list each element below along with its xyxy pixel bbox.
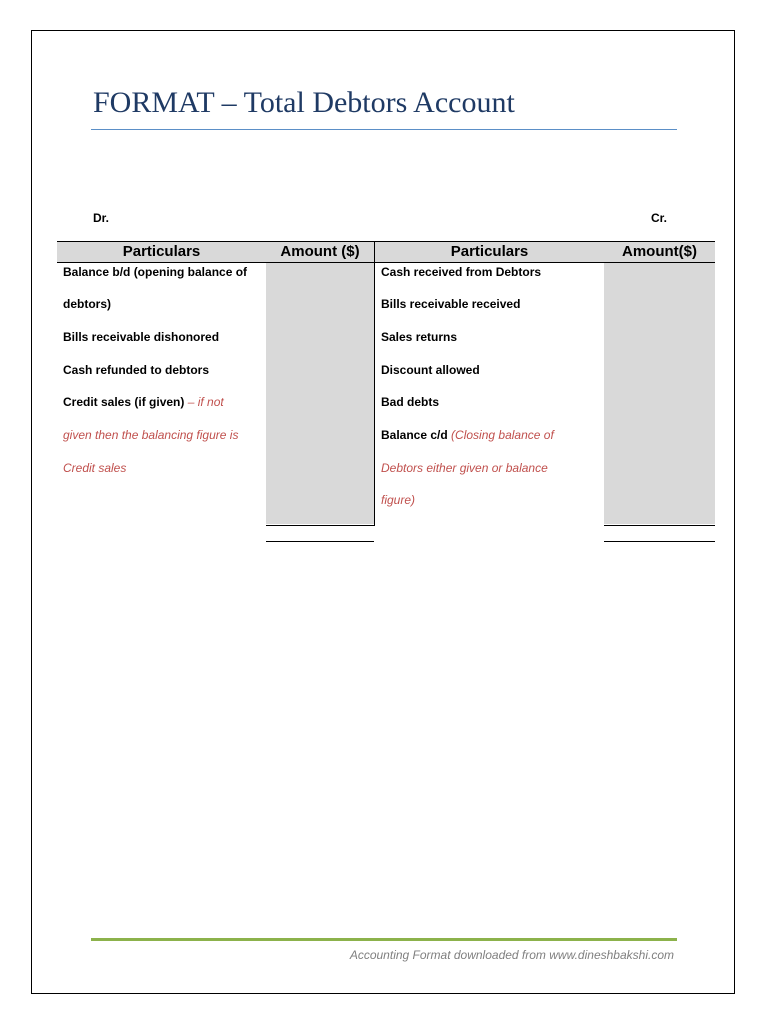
right-row-sales-returns: Sales returns	[381, 330, 458, 344]
left-note-line-2: given then the balancing figure is	[63, 428, 239, 442]
footer-text: Accounting Format downloaded from www.dineshbakshi.com	[349, 948, 674, 962]
left-amount-column	[266, 263, 374, 524]
left-total-bottom-line	[266, 541, 374, 542]
credit-label: Cr.	[651, 211, 668, 225]
left-row-cash-refunded: Cash refunded to debtors	[63, 363, 210, 377]
right-row-balance-cd	[381, 427, 554, 443]
balance-cd-label: Balance c/d	[381, 428, 448, 442]
document-title: FORMAT – Total Debtors Account	[93, 86, 515, 119]
header-right-particulars: Particulars	[450, 243, 529, 260]
left-row-credit-sales	[63, 394, 224, 410]
left-total-top-line	[266, 525, 374, 526]
left-row-bills-dishonored: Bills receivable dishonored	[63, 330, 220, 344]
right-row-bills-received: Bills receivable received	[381, 297, 521, 311]
right-row-cash-received: Cash received from Debtors	[381, 265, 542, 279]
header-left-particulars: Particulars	[122, 243, 201, 260]
header-right-amount: Amount($)	[622, 243, 697, 260]
right-amount-column	[604, 263, 715, 524]
credit-sales-label: Credit sales (if given)	[63, 395, 185, 409]
right-row-bad-debts: Bad debts	[381, 395, 440, 409]
debit-label: Dr.	[93, 211, 110, 225]
right-total-top-line	[604, 525, 715, 526]
footer-rule	[91, 938, 677, 941]
right-note-line-3: figure)	[381, 493, 416, 507]
credit-sales-note: – if not	[187, 395, 224, 409]
left-row-balance-bd-cont: debtors)	[63, 297, 111, 311]
center-divider	[374, 241, 375, 526]
balance-cd-note: (Closing balance of	[451, 428, 554, 442]
title-underline	[91, 129, 677, 130]
left-note-line-3: Credit sales	[63, 461, 127, 475]
right-row-discount-allowed: Discount allowed	[381, 363, 480, 377]
header-left-amount: Amount ($)	[280, 243, 360, 260]
left-row-balance-bd: Balance b/d (opening balance of	[63, 265, 248, 279]
right-total-bottom-line	[604, 541, 715, 542]
right-note-line-2: Debtors either given or balance	[381, 461, 548, 475]
